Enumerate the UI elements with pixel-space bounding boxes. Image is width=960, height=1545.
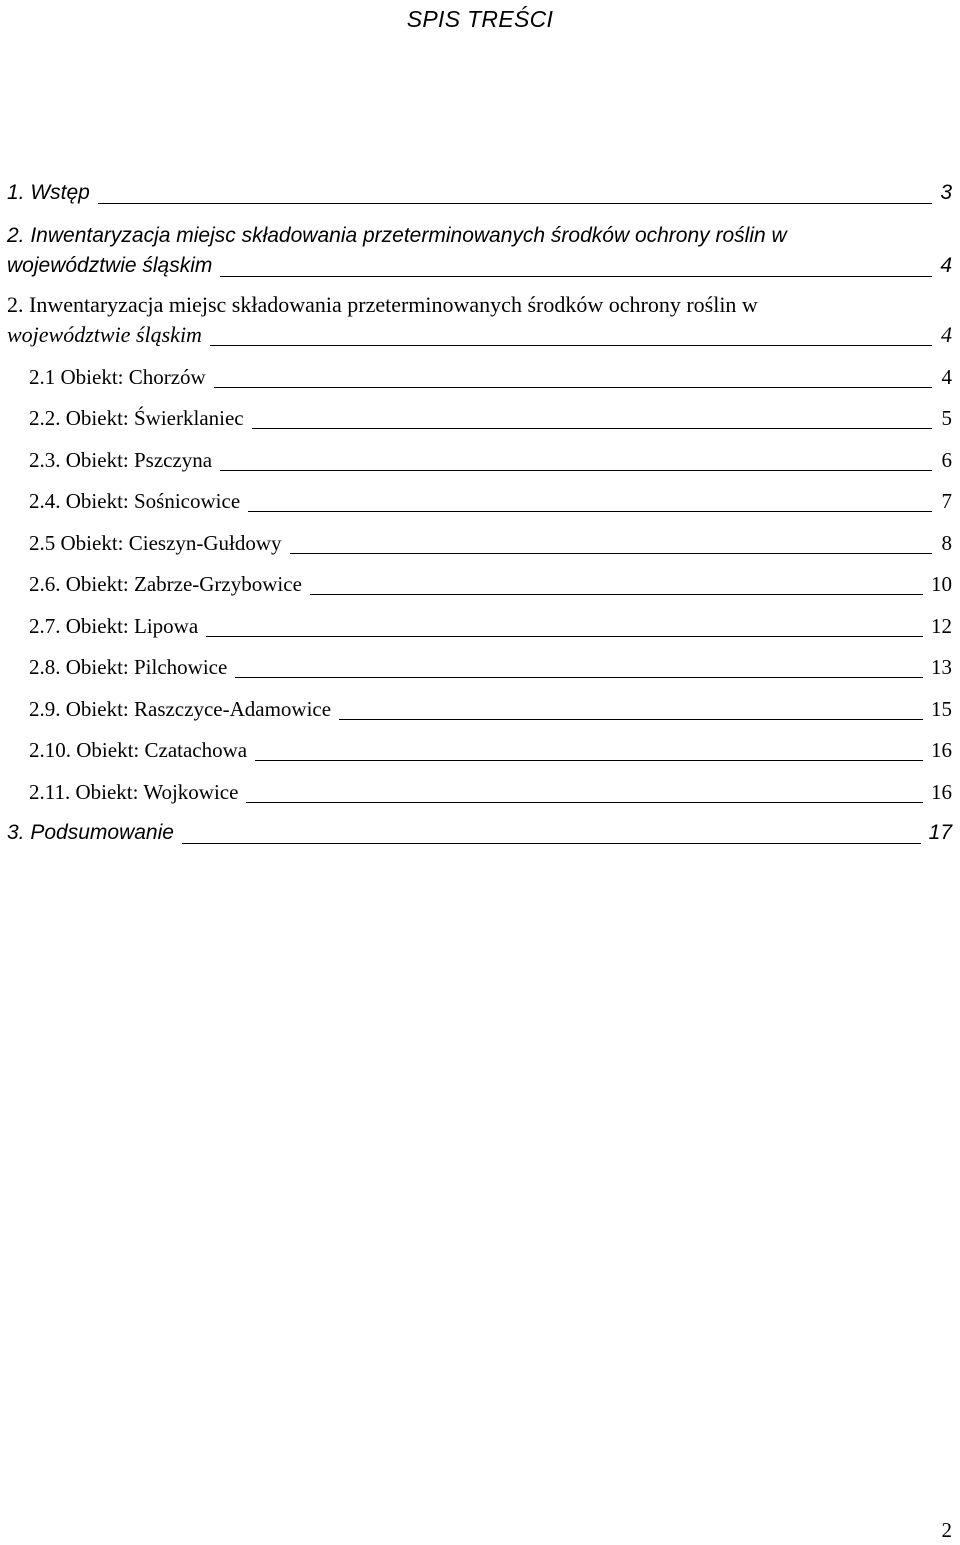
toc-entry-page: 4 bbox=[940, 254, 952, 277]
toc-entry-cieszyn-guldowy[interactable] bbox=[29, 528, 952, 558]
toc-entry-inwentaryzacja-line1[interactable]: 2. Inwentaryzacja miejsc składowania przeterminowanych środków ochrony roślin w bbox=[7, 224, 787, 247]
toc-leader-line bbox=[220, 276, 932, 277]
toc-leader-line bbox=[246, 802, 923, 803]
toc-entry-label: 2.6. Obiekt: Zabrze-Grzybowice bbox=[29, 572, 302, 596]
toc-entry-label: 2.3. Obiekt: Pszczyna bbox=[29, 448, 213, 472]
toc-entry-page: 4 bbox=[941, 322, 952, 347]
page-title: SPIS TREŚCI bbox=[406, 6, 554, 32]
toc-entry-page: 10 bbox=[931, 572, 952, 596]
toc-entry-label: 2.10. Obiekt: Czatachowa bbox=[29, 738, 248, 762]
toc-entry-label: 2.11. Obiekt: Wojkowice bbox=[29, 780, 239, 804]
toc-entry-page: 17 bbox=[928, 821, 952, 844]
toc-entry-podsumowanie[interactable] bbox=[7, 818, 952, 848]
toc-entry-label: 2.2. Obiekt: Świerklaniec bbox=[29, 406, 244, 430]
toc-entry-label: 2.1 Obiekt: Chorzów bbox=[29, 365, 206, 389]
toc-entry-czatachowa[interactable] bbox=[29, 735, 952, 765]
toc-leader-line bbox=[290, 553, 932, 554]
toc-entry-pszczyna[interactable] bbox=[29, 445, 952, 475]
toc-entry-label: 2.8. Obiekt: Pilchowice bbox=[29, 655, 228, 679]
toc-entry-sosnicowice[interactable] bbox=[29, 486, 952, 516]
toc-entry-inwentaryzacja-serif[interactable] bbox=[7, 320, 952, 350]
toc-leader-line bbox=[248, 511, 932, 512]
toc-entry-wstep[interactable] bbox=[7, 178, 952, 208]
toc-leader-line bbox=[220, 470, 932, 471]
toc-entry-label: 2.4. Obiekt: Sośnicowice bbox=[29, 489, 241, 513]
toc-leader-line bbox=[255, 760, 923, 761]
toc-leader-line bbox=[98, 203, 932, 204]
toc-entry-raszczyce-adamowice[interactable] bbox=[29, 694, 952, 724]
toc-entry-label: 2.7. Obiekt: Lipowa bbox=[29, 614, 199, 638]
toc-entry-page: 13 bbox=[931, 655, 952, 679]
toc-entry-page: 12 bbox=[931, 614, 952, 638]
toc-leader-line bbox=[310, 594, 923, 595]
toc-entry-label: województwie śląskim bbox=[7, 254, 213, 277]
toc-entry-page: 3 bbox=[940, 181, 952, 204]
toc-entry-page: 5 bbox=[941, 406, 952, 430]
toc-entry-label: 2.9. Obiekt: Raszczyce-Adamowice bbox=[29, 697, 332, 721]
toc-entry-page: 4 bbox=[941, 365, 952, 389]
toc-entry-page: 16 bbox=[931, 780, 952, 804]
toc-entry-inwentaryzacja[interactable] bbox=[7, 251, 952, 281]
toc-entry-page: 7 bbox=[941, 489, 952, 513]
toc-entry-chorzow[interactable] bbox=[29, 362, 952, 392]
page-number: 2 bbox=[941, 1518, 952, 1542]
toc-entry-page: 6 bbox=[941, 448, 952, 472]
toc-entry-page: 8 bbox=[941, 531, 952, 555]
toc-leader-line bbox=[210, 345, 932, 346]
toc-entry-page: 15 bbox=[931, 697, 952, 721]
toc-leader-line bbox=[214, 387, 932, 388]
toc-entry-inwentaryzacja-serif-line1[interactable]: 2. Inwentaryzacja miejsc składowania przeterminowanych środków ochrony roślin w bbox=[7, 292, 758, 317]
toc-leader-line bbox=[182, 843, 921, 844]
toc-entry-label: 1. Wstęp bbox=[7, 181, 90, 204]
toc-entry-zabrze-grzybowice[interactable] bbox=[29, 569, 952, 599]
toc-entry-label: województwie śląskim bbox=[7, 322, 202, 347]
toc-leader-line bbox=[339, 719, 923, 720]
toc-leader-line bbox=[206, 636, 923, 637]
toc-entry-page: 16 bbox=[931, 738, 952, 762]
toc-leader-line bbox=[252, 428, 932, 429]
toc-entry-wojkowice[interactable] bbox=[29, 777, 952, 807]
toc-entry-lipowa[interactable] bbox=[29, 611, 952, 641]
toc-entry-swierklaniec[interactable] bbox=[29, 403, 952, 433]
toc-leader-line bbox=[235, 677, 923, 678]
toc-entry-label: 2.5 Obiekt: Cieszyn-Gułdowy bbox=[29, 531, 282, 555]
toc-entry-pilchowice[interactable] bbox=[29, 652, 952, 682]
toc-entry-label: 3. Podsumowanie bbox=[7, 821, 174, 844]
